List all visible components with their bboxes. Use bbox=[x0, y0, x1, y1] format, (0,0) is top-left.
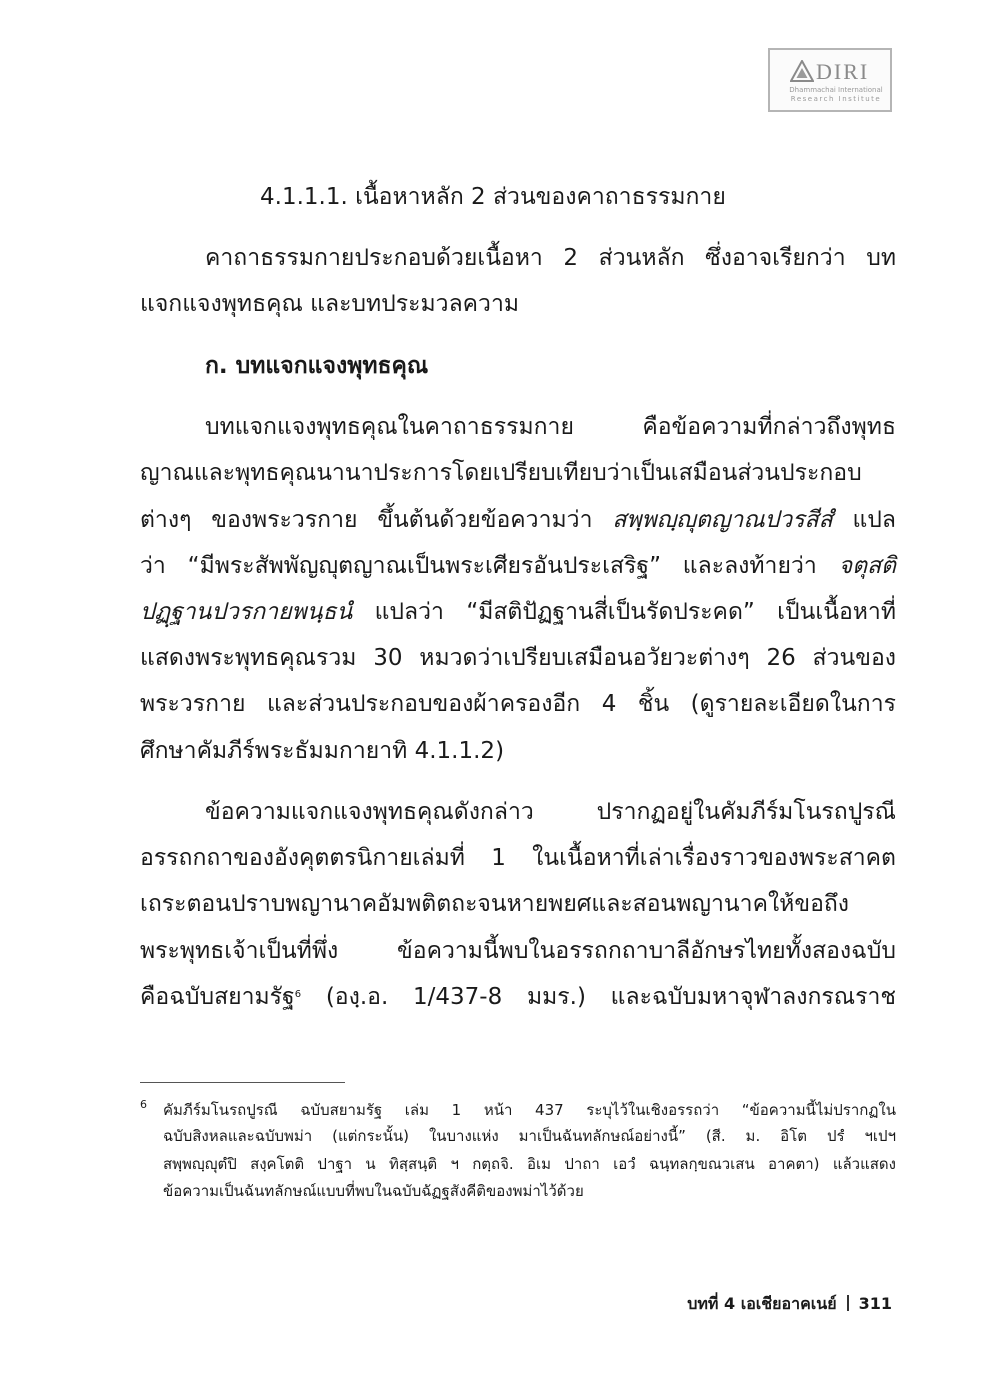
paragraph-1-line-2: แจกแจงพุทธคุณ และบทประมวลความ bbox=[140, 291, 520, 317]
logo-subtitle-2: Research Institute bbox=[790, 95, 882, 103]
footnote-line-1: คัมภีร์มโนรถปูรณี ฉบับสยามรัฐ เล่ม 1 หน้า 437 ระบุไว้ในเชิงอรรถว่า “ข้อความนี้ไม่ปรากฏใน bbox=[163, 1101, 896, 1119]
paragraph-1-line-1: คาถาธรรมกายประกอบด้วยเนื้อหา 2 ส่วนหลัก ซึ่งอาจเรียกว่า บท bbox=[205, 245, 896, 271]
paragraph-3-line-1: ข้อความแจกแจงพุทธคุณดังกล่าว ปรากฏอยู่ในคัมภีร์มโนรถปูรณี bbox=[205, 799, 896, 825]
footnote-line-4: ข้อความเป็นฉันทลักษณ์แบบที่พบในฉบับฉัฏฐสังคีติของพม่าไว้ด้วย bbox=[163, 1182, 584, 1200]
paragraph-3-line-3: เถระตอนปราบพญานาคอัมพติตถะจนหายพยศและสอนพญานาคให้ขอถึง bbox=[140, 891, 850, 917]
text-run: ต่างๆ ของพระวรกาย ขึ้นต้นด้วยข้อความว่า bbox=[140, 507, 613, 533]
footer-separator bbox=[847, 1295, 849, 1311]
pali-term: สพฺพญฺญุตญาณปวรสีสํ bbox=[612, 507, 833, 533]
paragraph-2-line-3 bbox=[140, 505, 896, 535]
paragraph-2-line-2: ญาณและพุทธคุณนานาประการโดยเปรียบเทียบว่าเป็นเสมือนส่วนประกอบ bbox=[140, 460, 862, 486]
footnote-divider bbox=[140, 1082, 345, 1083]
paragraph-2-line-1: บทแจกแจงพุทธคุณในคาถาธรรมกาย คือข้อความที่กล่าวถึงพุทธ bbox=[205, 414, 896, 440]
pali-term: ปฏฺฐานปวรกายพนฺธนํ bbox=[140, 599, 353, 625]
paragraph-3-line-4: พระพุทธเจ้าเป็นที่พึ่ง ข้อความนี้พบในอรรถกถาบาลีอักษรไทยทั้งสองฉบับ bbox=[140, 938, 896, 964]
footnote-line-2: ฉบับสิงหลและฉบับพม่า (แต่กระนั้น) ในบางแห่ง มาเป็นฉันทลักษณ์อย่างนี้” (สี. ม. อิโต ปรํ ฯเปฯ bbox=[163, 1127, 896, 1145]
pali-term: จตุสติ bbox=[838, 553, 896, 579]
chapter-title: บทที่ 4 เอเชียอาคเนย์ bbox=[687, 1294, 837, 1313]
text-run: คือฉบับสยามรัฐ bbox=[140, 984, 295, 1010]
paragraph-2-line-8: ศึกษาคัมภีร์พระธัมมกายาทิ 4.1.1.2) bbox=[140, 738, 505, 764]
triangle-logo-icon bbox=[790, 60, 814, 82]
paragraph-2-line-7: พระวรกาย และส่วนประกอบของผ้าครองอีก 4 ชิ้น (ดูรายละเอียดในการ bbox=[140, 691, 896, 717]
text-run: แปลว่า “มีสติปัฏฐานสี่เป็นรัดประคด” เป็นเนื้อหาที่ bbox=[352, 599, 896, 625]
text-run: (องฺ.อ. 1/437-8 มมร.) และฉบับมหาจุฬาลงกรณราช bbox=[301, 984, 896, 1010]
text-run: ว่า “มีพระสัพพัญญุตญาณเป็นพระเศียรอันประเสริฐ” และลงท้ายว่า bbox=[140, 553, 839, 579]
diri-logo bbox=[768, 48, 892, 112]
page-number: 311 bbox=[858, 1294, 892, 1313]
footnote-number: 6 bbox=[140, 1098, 147, 1111]
logo-title: DIRI bbox=[816, 59, 870, 84]
paragraph-2-line-4 bbox=[140, 551, 896, 581]
page-footer bbox=[687, 1292, 892, 1317]
footnote-line-3: สพฺพญฺญุตํปิ สงฺคโตติ ปาฐา น ทิสฺสนฺติ ฯ กตฺถจิ. อิเม ปาถา เอวํ ฉนฺทลกฺขณวเสน อาคตา) แล้วแสดง bbox=[163, 1155, 896, 1173]
section-heading: 4.1.1.1. เนื้อหาหลัก 2 ส่วนของคาถาธรรมกาย bbox=[260, 184, 726, 210]
paragraph-2-line-5 bbox=[140, 597, 896, 627]
text-run: แปล bbox=[832, 507, 896, 533]
paragraph-2-line-6: แสดงพระพุทธคุณรวม 30 หมวดว่าเปรียบเสมือนอวัยวะต่างๆ 26 ส่วนของ bbox=[140, 645, 896, 671]
paragraph-3-line-5 bbox=[140, 982, 896, 1012]
paragraph-3-line-2: อรรถกถาของอังคุตตรนิกายเล่มที่ 1 ในเนื้อหาที่เล่าเรื่องราวของพระสาคต bbox=[140, 845, 896, 871]
footnote-reference[interactable]: 6 bbox=[294, 989, 302, 1000]
logo-subtitle-1: Dhammachai International bbox=[789, 86, 883, 94]
subheading: ก. บทแจกแจงพุทธคุณ bbox=[205, 353, 429, 379]
